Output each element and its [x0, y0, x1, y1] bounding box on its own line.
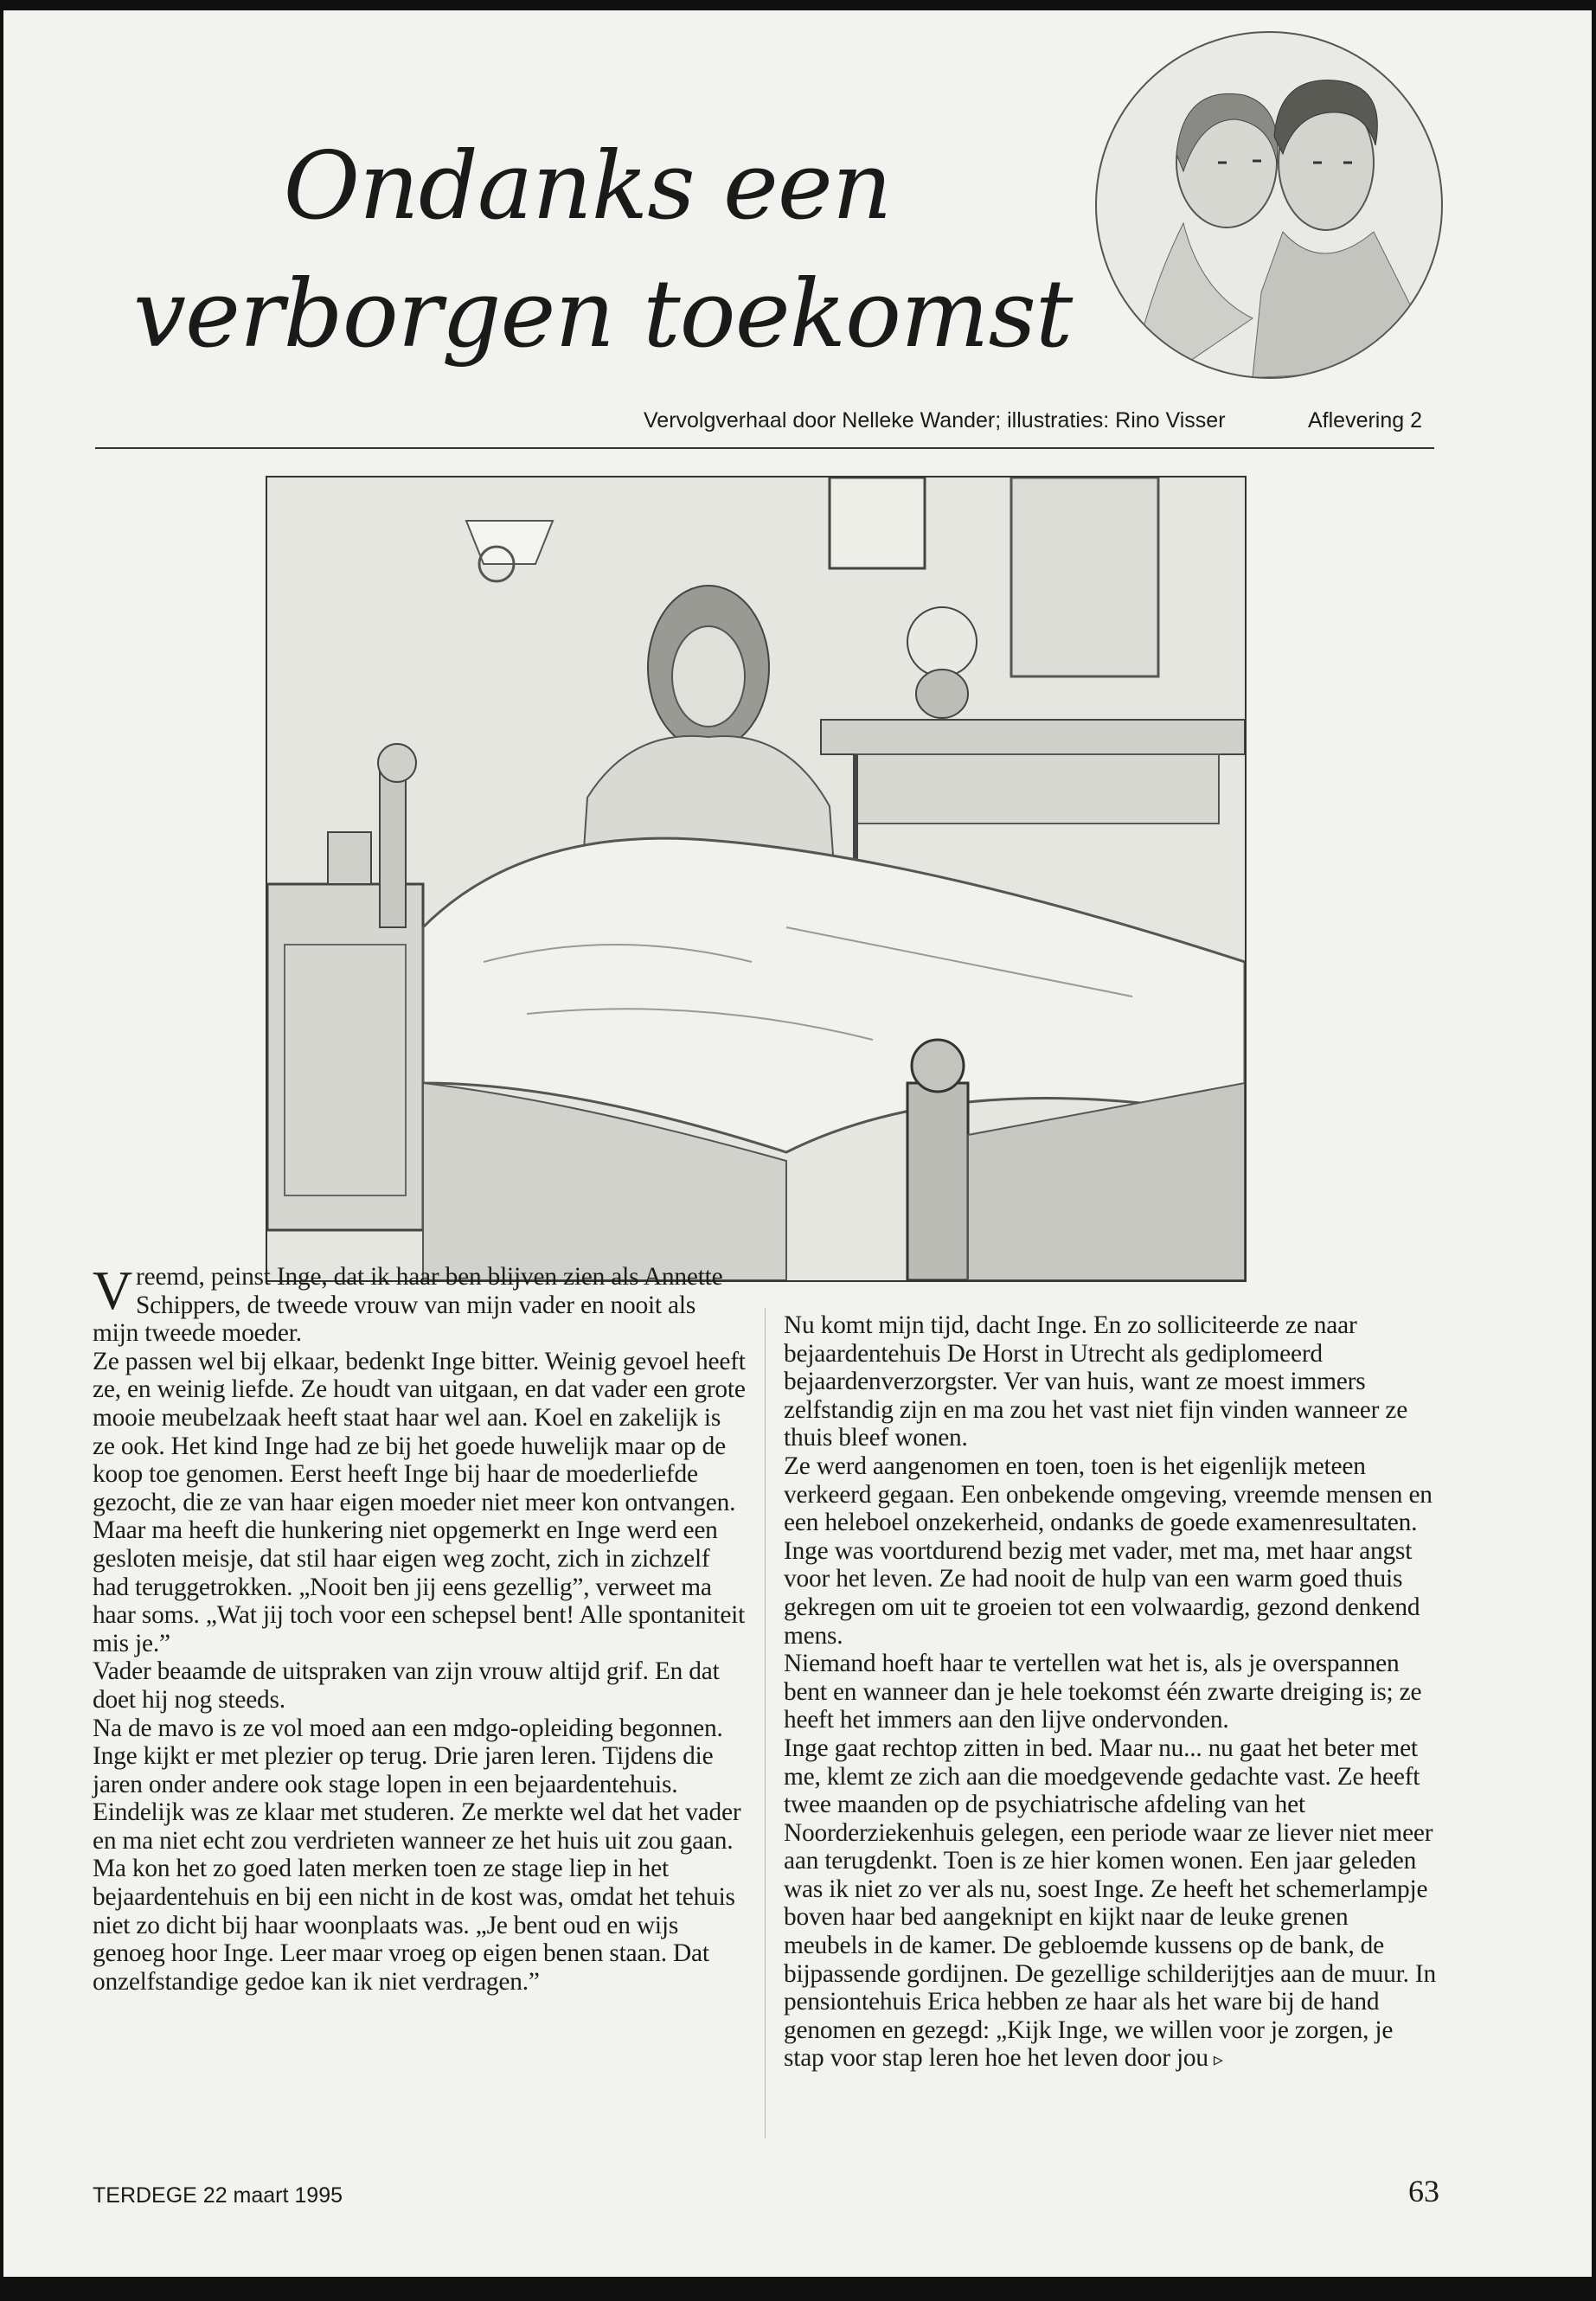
continue-arrow-icon: ▹	[1213, 2048, 1223, 2071]
paragraph: Ze passen wel bij elkaar, bedenkt Inge bitter. Weinig gevoel heeft ze, en weinig liefde. Ze houdt van uitgaan, en dat vader een grote mooie meubelzaak heeft staat haar wel aan. Koel en zakelijk is ze ook. Het kind Inge had ze bij het goede huwelijk maar op de koop toe genomen. Eerst heeft Inge bij haar de moederliefde gezocht, die ze van haar eigen moeder niet meer kon ontvangen. Maar ma heeft die hunkering niet opgemerkt en Inge werd een gesloten meisje, dat stil haar eigen weg zocht, zich in zichzelf had teruggetrokken. „Nooit ben jij eens gezellig”, verweet ma haar soms. „Wat jij toch voor een schepsel bent! Alle spontaniteit mis je.”	[93, 1347, 746, 1657]
byline: Vervolgverhaal door Nelleke Wander; illustraties: Rino Visser	[644, 408, 1226, 433]
bedroom-illustration	[266, 476, 1247, 1282]
paragraph: Vader beaamde de uitspraken van zijn vrouw altijd grif. En dat doet hij nog steeds.	[93, 1657, 720, 1714]
episode-label: Aflevering 2	[1308, 408, 1423, 433]
paragraph	[93, 1259, 747, 1348]
paragraph: Ze werd aangenomen en toen, toen is het eigenlijk meteen verkeerd gegaan. Een onbekende omgeving, vreemde mensen en een heleboel onzekerheid, ondanks de goede examenresultaten. Inge was voortdurend bezig met vader, met ma, met haar angst voor het leven. Ze had nooit de hulp van een warm goed thuis gekregen om uit te groeien tot een volwaardig, gezond denkend mens.	[784, 1452, 1433, 1650]
column-divider	[765, 1308, 766, 2138]
paragraph: Na de mavo is ze vol moed aan een mdgo-opleiding begonnen. Inge kijkt er met plezier op terug. Drie jaren leren. Tijdens die jaren onder andere ook stage lopen in een bejaardentehuis.	[93, 1714, 723, 1798]
magazine-page	[3, 10, 1592, 2277]
portrait-illustration	[1095, 31, 1443, 379]
paragraph	[784, 1734, 1438, 2074]
article-column-left	[93, 1259, 747, 1996]
paragraph: Niemand hoeft haar te vertellen wat het is, als je overspannen bent en wanneer dan je hele toekomst één zwarte dreiging is; ze heeft het immers aan den lijve ondervonden.	[784, 1650, 1422, 1734]
title-line-2: verborgen toekomst	[133, 260, 1073, 369]
publication-footer: TERDEGE 22 maart 1995	[93, 2183, 343, 2208]
paragraph-text: reemd, peinst Inge, dat ik haar ben blijven zien als Annette Schippers, de tweede vrouw van mijn vader en nooit als mijn tweede moeder.	[93, 1263, 723, 1348]
header-rule	[95, 447, 1434, 449]
article-title	[133, 123, 1073, 379]
drop-cap: V	[93, 1259, 133, 1321]
article-column-right	[784, 1311, 1438, 2074]
bedroom-sketch	[267, 478, 1245, 1280]
paragraph: Nu komt mijn tijd, dacht Inge. En zo solliciteerde ze naar bejaardentehuis De Horst in Utrecht als gediplomeerd bejaardenverzorgster. Ver van huis, want ze moest immers zelfstandig zijn en ma zou het vast niet fijn vinden wanneer ze thuis bleef wonen.	[784, 1311, 1408, 1452]
paragraph: Eindelijk was ze klaar met studeren. Ze merkte wel dat het vader en ma niet echt zou verdrieten wanneer ze het huis uit zou gaan. Ma kon het zo goed laten merken toen ze stage liep in het bejaardentehuis en bij een nicht in de kost was, omdat het tehuis niet zo dicht bij haar woonplaats was. „Je bent oud en wijs genoeg hoor Inge. Leer maar vroeg op eigen benen staan. Dat onzelfstandige gedoe kan ik niet verdragen.”	[93, 1798, 741, 1996]
title-line-1: Ondanks een	[283, 132, 892, 240]
portrait-sketch	[1097, 33, 1441, 377]
page-number: 63	[1408, 2174, 1439, 2208]
paragraph-text: Inge gaat rechtop zitten in bed. Maar nu... nu gaat het beter met me, klemt ze zich aan die moedgevende gedachte vast. Ze heeft twee maanden op de psychiatrische afdeling van het Noorderziekenhuis gelegen, een periode waar ze liever niet meer aan terugdenkt. Toen is ze hier komen wonen. Een jaar geleden was ik niet zo ver als nu, soest Inge. Ze heeft het schemerlampje boven haar bed aangeknipt en kijkt naar de leuke grenen meubels in de kamer. De gebloemde kussens op de bank, de bijpassende gordijnen. De gezellige schilderijtjes aan de muur. In pensiontehuis Erica hebben ze haar als het ware bij de hand genomen en gezegd: „Kijk Inge, we willen voor je zorgen, je stap voor stap leren hoe het leven door jou	[784, 1734, 1436, 2073]
